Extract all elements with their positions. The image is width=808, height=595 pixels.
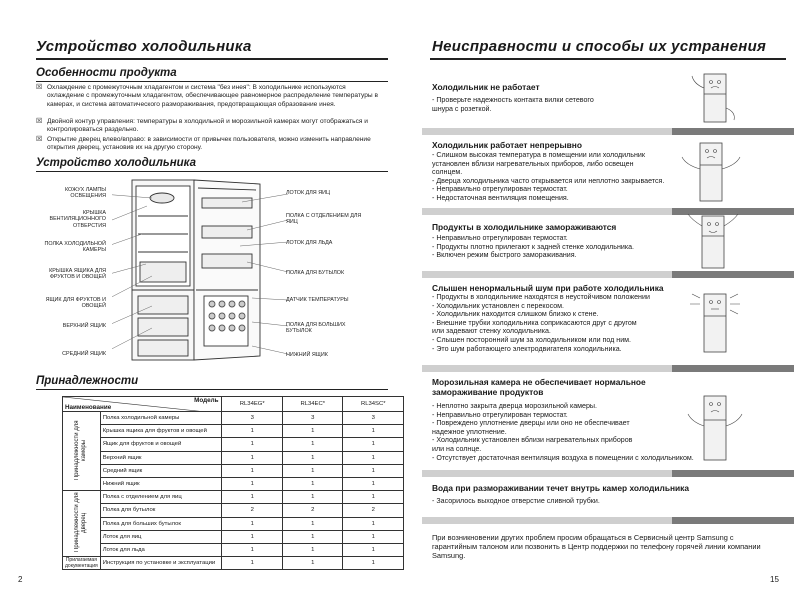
section-line: - Это шум работающего электродвигателя холодильника.: [432, 344, 622, 353]
table-body: [63, 412, 404, 570]
section-title: Продукты в холодильнике замораживаются: [432, 222, 617, 232]
table-row: [63, 543, 404, 556]
table-cell-value: 1: [343, 491, 404, 504]
section-line: - Внешние трубки холодильника соприкасаются друг с другом: [432, 318, 637, 327]
table-cell-value: 1: [222, 425, 283, 438]
table-cell-value: 1: [343, 425, 404, 438]
fridge-character-icon: [680, 386, 752, 466]
title-rule: [430, 58, 786, 60]
accessories-rule: [36, 389, 388, 390]
bullet-icon: ☒: [36, 136, 43, 143]
table-cell-item: Полка для бутылок: [100, 504, 222, 517]
table-cell-value: 2: [282, 504, 343, 517]
table-cell-item: Инструкция по установке и эксплуатации: [100, 557, 222, 570]
diagram-label: ПОЛКА ХОЛОДИЛЬНОЙ КАМЕРЫ: [44, 241, 106, 254]
diagram-label: ЛОТОК ДЛЯ ЛЬДА: [286, 240, 333, 246]
diagram-label: ПОЛКА С ОТДЕЛЕНИЕМ ДЛЯ ЯИЦ: [286, 213, 362, 226]
section-line: - Продукты в холодильнике находятся в неустойчивом положении: [432, 293, 650, 301]
table-cell-value: 1: [222, 464, 283, 477]
model-header: RL34EG*: [222, 397, 283, 412]
section-line: надежное уплотнение.: [432, 427, 507, 436]
section-title: Холодильник не работает: [432, 82, 540, 92]
footer-note: При возникновении других проблем просим обращаться в Сервисный центр Samsung с гарантийным талоном или позвонить в Центр поддержки по телефону горячей линии компании Samsung.: [432, 533, 761, 560]
table-row: [63, 557, 404, 570]
title-rule: [36, 58, 388, 60]
table-cell-item: Средний ящик: [100, 464, 222, 477]
table-cell-value: 1: [222, 543, 283, 556]
diagram-label: ПОЛКА ДЛЯ БУТЫЛОК: [286, 270, 345, 276]
fridge-diagram: [112, 176, 292, 371]
section-title: Слышен ненормальный шум при работе холодильника: [432, 283, 664, 293]
table-cell-item: Полка с отделением для яиц: [100, 491, 222, 504]
section-line: - Повреждено уплотнение дверцы или оно не обеспечивает: [432, 419, 630, 428]
table-cell-value: 1: [343, 543, 404, 556]
diagram-label: СРЕДНИЙ ЯЩИК: [62, 351, 106, 357]
table-cell-item: Полка холодильной камеры: [100, 412, 222, 425]
table-cell-value: 1: [282, 451, 343, 464]
table-header-row: [63, 397, 404, 412]
section-line: - Холодильник установлен вблизи нагревательных приборов: [432, 436, 633, 445]
group-label-text: Принадлежности для дверец: [74, 492, 88, 553]
section-line: шнура с розеткой.: [432, 104, 492, 113]
table-cell-item: Нижний ящик: [100, 477, 222, 490]
section-line: - Холодильник находится слишком близко к стене.: [432, 310, 599, 319]
device-heading: Устройство холодильника: [36, 157, 197, 169]
section-line: - Слышен посторонний шум за холодильником или под ним.: [432, 335, 632, 344]
accessories-heading: Принадлежности: [36, 375, 139, 387]
section-title: Морозильная камера не обеспечивает нормальное замораживание продуктов: [432, 377, 646, 397]
table-cell-value: 2: [343, 504, 404, 517]
table-cell-value: 1: [282, 438, 343, 451]
table-row: [63, 530, 404, 543]
table-cell-value: 1: [282, 464, 343, 477]
table-cell-value: 1: [343, 464, 404, 477]
table-cell-value: 1: [343, 517, 404, 530]
section-line: установлен вблизи нагревательных приборов, либо освещен: [432, 159, 634, 168]
table-cell-value: 1: [343, 438, 404, 451]
page-number: 2: [18, 575, 23, 584]
diagram-label: КРЫШКА ЯЩИКА ДЛЯ ФРУКТОВ И ОВОЩЕЙ: [49, 268, 106, 281]
group-label: [63, 491, 101, 557]
section-divider: [422, 271, 794, 278]
troubleshoot-section: [432, 483, 778, 506]
section-title: Вода при размораживании течет внутрь камер холодильника: [432, 483, 690, 493]
table-cell-value: 1: [343, 451, 404, 464]
right-page: [404, 0, 808, 595]
group-label-text: Прилагаемая документация: [65, 557, 98, 570]
feature-item: [36, 118, 382, 136]
section-line: - Засорилось выходное отверстие сливной трубки.: [432, 497, 600, 505]
diagram-label: КРЫШКА ВЕНТИЛЯЦИОННОГО ОТВЕРСТИЯ: [49, 210, 106, 229]
section-line: - Неправильно отрегулирован термостат.: [432, 234, 568, 242]
feature-text: Двойной контур управления: температуры в холодильной и морозильной камерах могут отображаться и контролироваться раздельно.: [47, 118, 368, 134]
section-line: - Продукты плотно прилегают к задней стенке холодильника.: [432, 242, 635, 251]
table-cell-value: 2: [222, 504, 283, 517]
bullet-icon: ☒: [36, 84, 43, 91]
table-row: [63, 504, 404, 517]
group-label-text: Принадлежности для камеры: [74, 420, 88, 480]
feature-text: Открытие дверец влево/вправо: в зависимости от привычек пользователя, можно изменить направление открытия дверец, установив их на другую сторону.: [47, 136, 371, 152]
troubleshoot-section: [432, 377, 692, 397]
feature-item: [36, 84, 382, 118]
section-line: - Дверца холодильника часто открывается или неплотно закрывается.: [432, 176, 665, 185]
table-row: [63, 491, 404, 504]
section-line: или задевают стенку холодильника.: [432, 327, 551, 336]
left-page-title: Устройство холодильника: [36, 38, 252, 55]
table-cell-value: 1: [222, 530, 283, 543]
section-divider: [422, 128, 794, 135]
section-line: - Неплотно закрыта дверца морозильной камеры.: [432, 402, 597, 410]
table-cell-value: 1: [282, 477, 343, 490]
diagram-label: НИЖНИЙ ЯЩИК: [286, 352, 328, 358]
model-header: RL34SC*: [343, 397, 404, 412]
table-cell-value: 3: [343, 412, 404, 425]
diagram-label: ПОЛКА ДЛЯ БОЛЬШИХ БУТЫЛОК: [286, 322, 346, 335]
device-rule: [36, 171, 388, 172]
header-name: Наименование: [65, 404, 112, 411]
diagram-label: КОЖУХ ЛАМПЫ ОСВЕЩЕНИЯ: [64, 187, 106, 200]
table-cell-value: 1: [282, 425, 343, 438]
section-line: или на солнце.: [432, 444, 482, 453]
table-cell-value: 1: [222, 557, 283, 570]
table-row: [63, 438, 404, 451]
table-cell-value: 1: [222, 451, 283, 464]
section-line: - Проверьте надежность контакта вилки сетевого: [432, 96, 594, 104]
table-cell-value: 1: [282, 517, 343, 530]
table-cell-value: 3: [222, 412, 283, 425]
features-heading: Особенности продукта: [36, 67, 177, 79]
table-cell-value: 1: [282, 543, 343, 556]
page-number: 15: [770, 575, 779, 584]
table-row: [63, 425, 404, 438]
section-divider: [422, 470, 794, 477]
table-row: [63, 464, 404, 477]
table-cell-item: Полка для больших бутылок: [100, 517, 222, 530]
diagram-label: ВЕРХНИЙ ЯЩИК: [62, 323, 106, 329]
accessories-table: [62, 396, 404, 570]
section-divider: [422, 517, 794, 524]
diagram-label: ДАТЧИК ТЕМПЕРАТУРЫ: [286, 297, 349, 303]
table-cell-value: 1: [282, 530, 343, 543]
section-line: - Недостаточная вентиляция помещения.: [432, 193, 569, 202]
table-cell-value: 1: [222, 477, 283, 490]
table-cell-item: Крышка ящика для фруктов и овощей: [100, 425, 222, 438]
table-cell-item: Ящик для фруктов и овощей: [100, 438, 222, 451]
group-label: [63, 557, 101, 570]
table-row: [63, 451, 404, 464]
features-rule: [36, 81, 388, 82]
section-line: - Холодильник установлен с перекосом.: [432, 301, 564, 310]
section-line: - Слишком высокая температура в помещении или холодильник: [432, 151, 645, 159]
table-cell-value: 1: [282, 491, 343, 504]
feature-item: [36, 136, 382, 154]
model-header: RL34EC*: [282, 397, 343, 412]
table-row: [63, 517, 404, 530]
bullet-icon: ☒: [36, 118, 43, 125]
section-line: - Неправильно отрегулирован термостат.: [432, 410, 568, 419]
fridge-character-icon: [684, 68, 744, 126]
table-cell-value: 1: [222, 438, 283, 451]
section-line: солнцем.: [432, 168, 463, 177]
table-row: [63, 412, 404, 425]
header-model: Модель: [194, 397, 219, 404]
table-corner-cell: [63, 397, 222, 412]
section-line: - Отсутствует достаточная вентиляция воздуха в помещении с холодильником.: [432, 453, 694, 462]
right-page-title: Неисправности и способы их устранения: [432, 38, 767, 55]
table-cell-value: 1: [222, 491, 283, 504]
section-line: - Включен режим быстрого замораживания.: [432, 251, 577, 260]
diagram-label: ЛОТОК ДЛЯ ЯИЦ: [286, 190, 330, 196]
diagram-label: ЯЩИК ДЛЯ ФРУКТОВ И ОВОЩЕЙ: [45, 297, 106, 310]
fridge-character-icon: [676, 135, 746, 207]
fridge-character-icon: [682, 210, 746, 272]
section-line: - Неправильно отрегулирован термостат.: [432, 185, 568, 194]
table-row: [63, 477, 404, 490]
table-cell-value: 1: [282, 557, 343, 570]
section-divider: [422, 365, 794, 372]
table-cell-item: Верхний ящик: [100, 451, 222, 464]
table-cell-item: Лоток для яиц: [100, 530, 222, 543]
feature-text: Охлаждение с промежуточным хладагентом и система "без инея": В холодильнике используются охлаждение с промежуточным хладагентом, обеспечивающее равномерное распределение температуры в камерах, и система автоматического размораживания, предотвращающая образование инея.: [47, 84, 378, 108]
table-cell-value: 1: [343, 530, 404, 543]
table-cell-value: 3: [282, 412, 343, 425]
table-cell-value: 1: [343, 477, 404, 490]
section-title: Холодильник работает непрерывно: [432, 140, 582, 150]
fridge-character-icon: [680, 286, 750, 358]
table-cell-item: Лоток для льда: [100, 543, 222, 556]
table-cell-value: 1: [343, 557, 404, 570]
table-cell-value: 1: [222, 517, 283, 530]
group-label: [63, 412, 101, 491]
